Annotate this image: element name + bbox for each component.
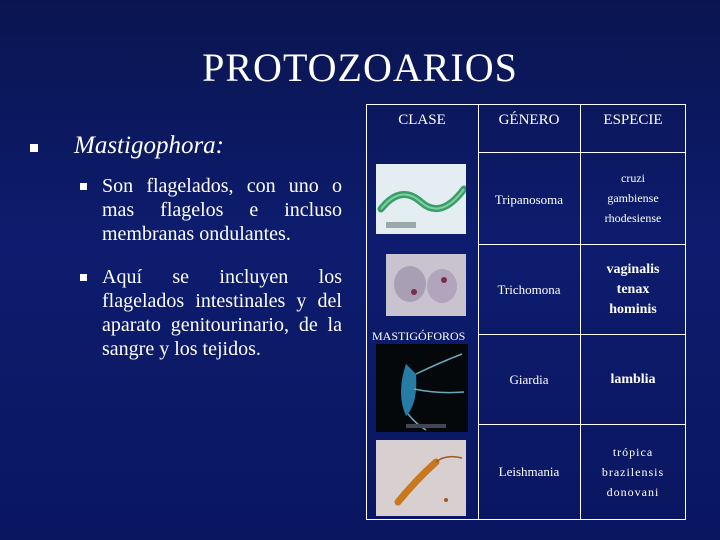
- table-row-divider-2: [478, 334, 686, 335]
- bullet-square-icon: [30, 144, 38, 152]
- sub-bullet-2: [102, 265, 342, 361]
- especie-item: gambiense: [607, 191, 659, 205]
- sub-bullet-text: Aquí se incluyen los flagelados intestinales y del aparato genitourinario, de la sangre y los tejidos.: [102, 266, 342, 360]
- especie-item: rhodesiense: [604, 211, 662, 225]
- especie-item: hominis: [609, 302, 657, 317]
- especie-item: cruzi: [621, 171, 645, 185]
- header-especie: ESPECIE: [603, 112, 663, 128]
- trichomonas-image: [386, 254, 466, 316]
- giardia-image: [376, 344, 468, 432]
- classification-table: [366, 104, 686, 520]
- genero-leishmania: Leishmania: [498, 464, 560, 479]
- especie-cell-3: [580, 370, 686, 390]
- especie-item: brazilensis: [601, 465, 665, 479]
- especie-item: donovani: [606, 485, 660, 499]
- table-col-divider-1: [478, 104, 479, 520]
- especie-cell-4: [580, 442, 686, 502]
- especie-cell-2: [580, 260, 686, 320]
- clase-label: MASTIGÓFOROS: [372, 329, 466, 343]
- especie-cell-1: [580, 168, 686, 228]
- genero-trichomona: Trichomona: [497, 282, 561, 297]
- especie-item: vaginalis: [606, 262, 660, 277]
- sub-bullet-text: Son flagelados, con uno o mas flagelos e incluso membranas ondulantes.: [102, 175, 342, 245]
- bullet-square-icon: [80, 274, 87, 281]
- table-row-divider-1: [478, 244, 686, 245]
- table-border-bottom: [366, 519, 686, 520]
- genero-tripanosoma: Tripanosoma: [494, 192, 564, 207]
- table-row-divider-header: [478, 152, 686, 153]
- bullet-square-icon: [80, 183, 87, 190]
- table-border-left: [366, 104, 367, 520]
- genero-giardia: Giardia: [509, 372, 549, 387]
- header-clase: CLASE: [398, 112, 446, 128]
- trypanosoma-image: [376, 164, 466, 234]
- especie-item: tenax: [616, 282, 650, 297]
- table-border-top: [366, 104, 686, 105]
- slide-title: PROTOZOARIOS: [202, 45, 518, 90]
- especie-item: lamblia: [610, 372, 656, 387]
- main-bullet-text: Mastigophora:: [74, 132, 224, 159]
- table-row-divider-3: [478, 424, 686, 425]
- leishmania-image: [376, 440, 466, 516]
- header-genero: GÉNERO: [498, 112, 560, 128]
- sub-bullet-1: [102, 174, 342, 246]
- especie-item: trópica: [612, 445, 654, 459]
